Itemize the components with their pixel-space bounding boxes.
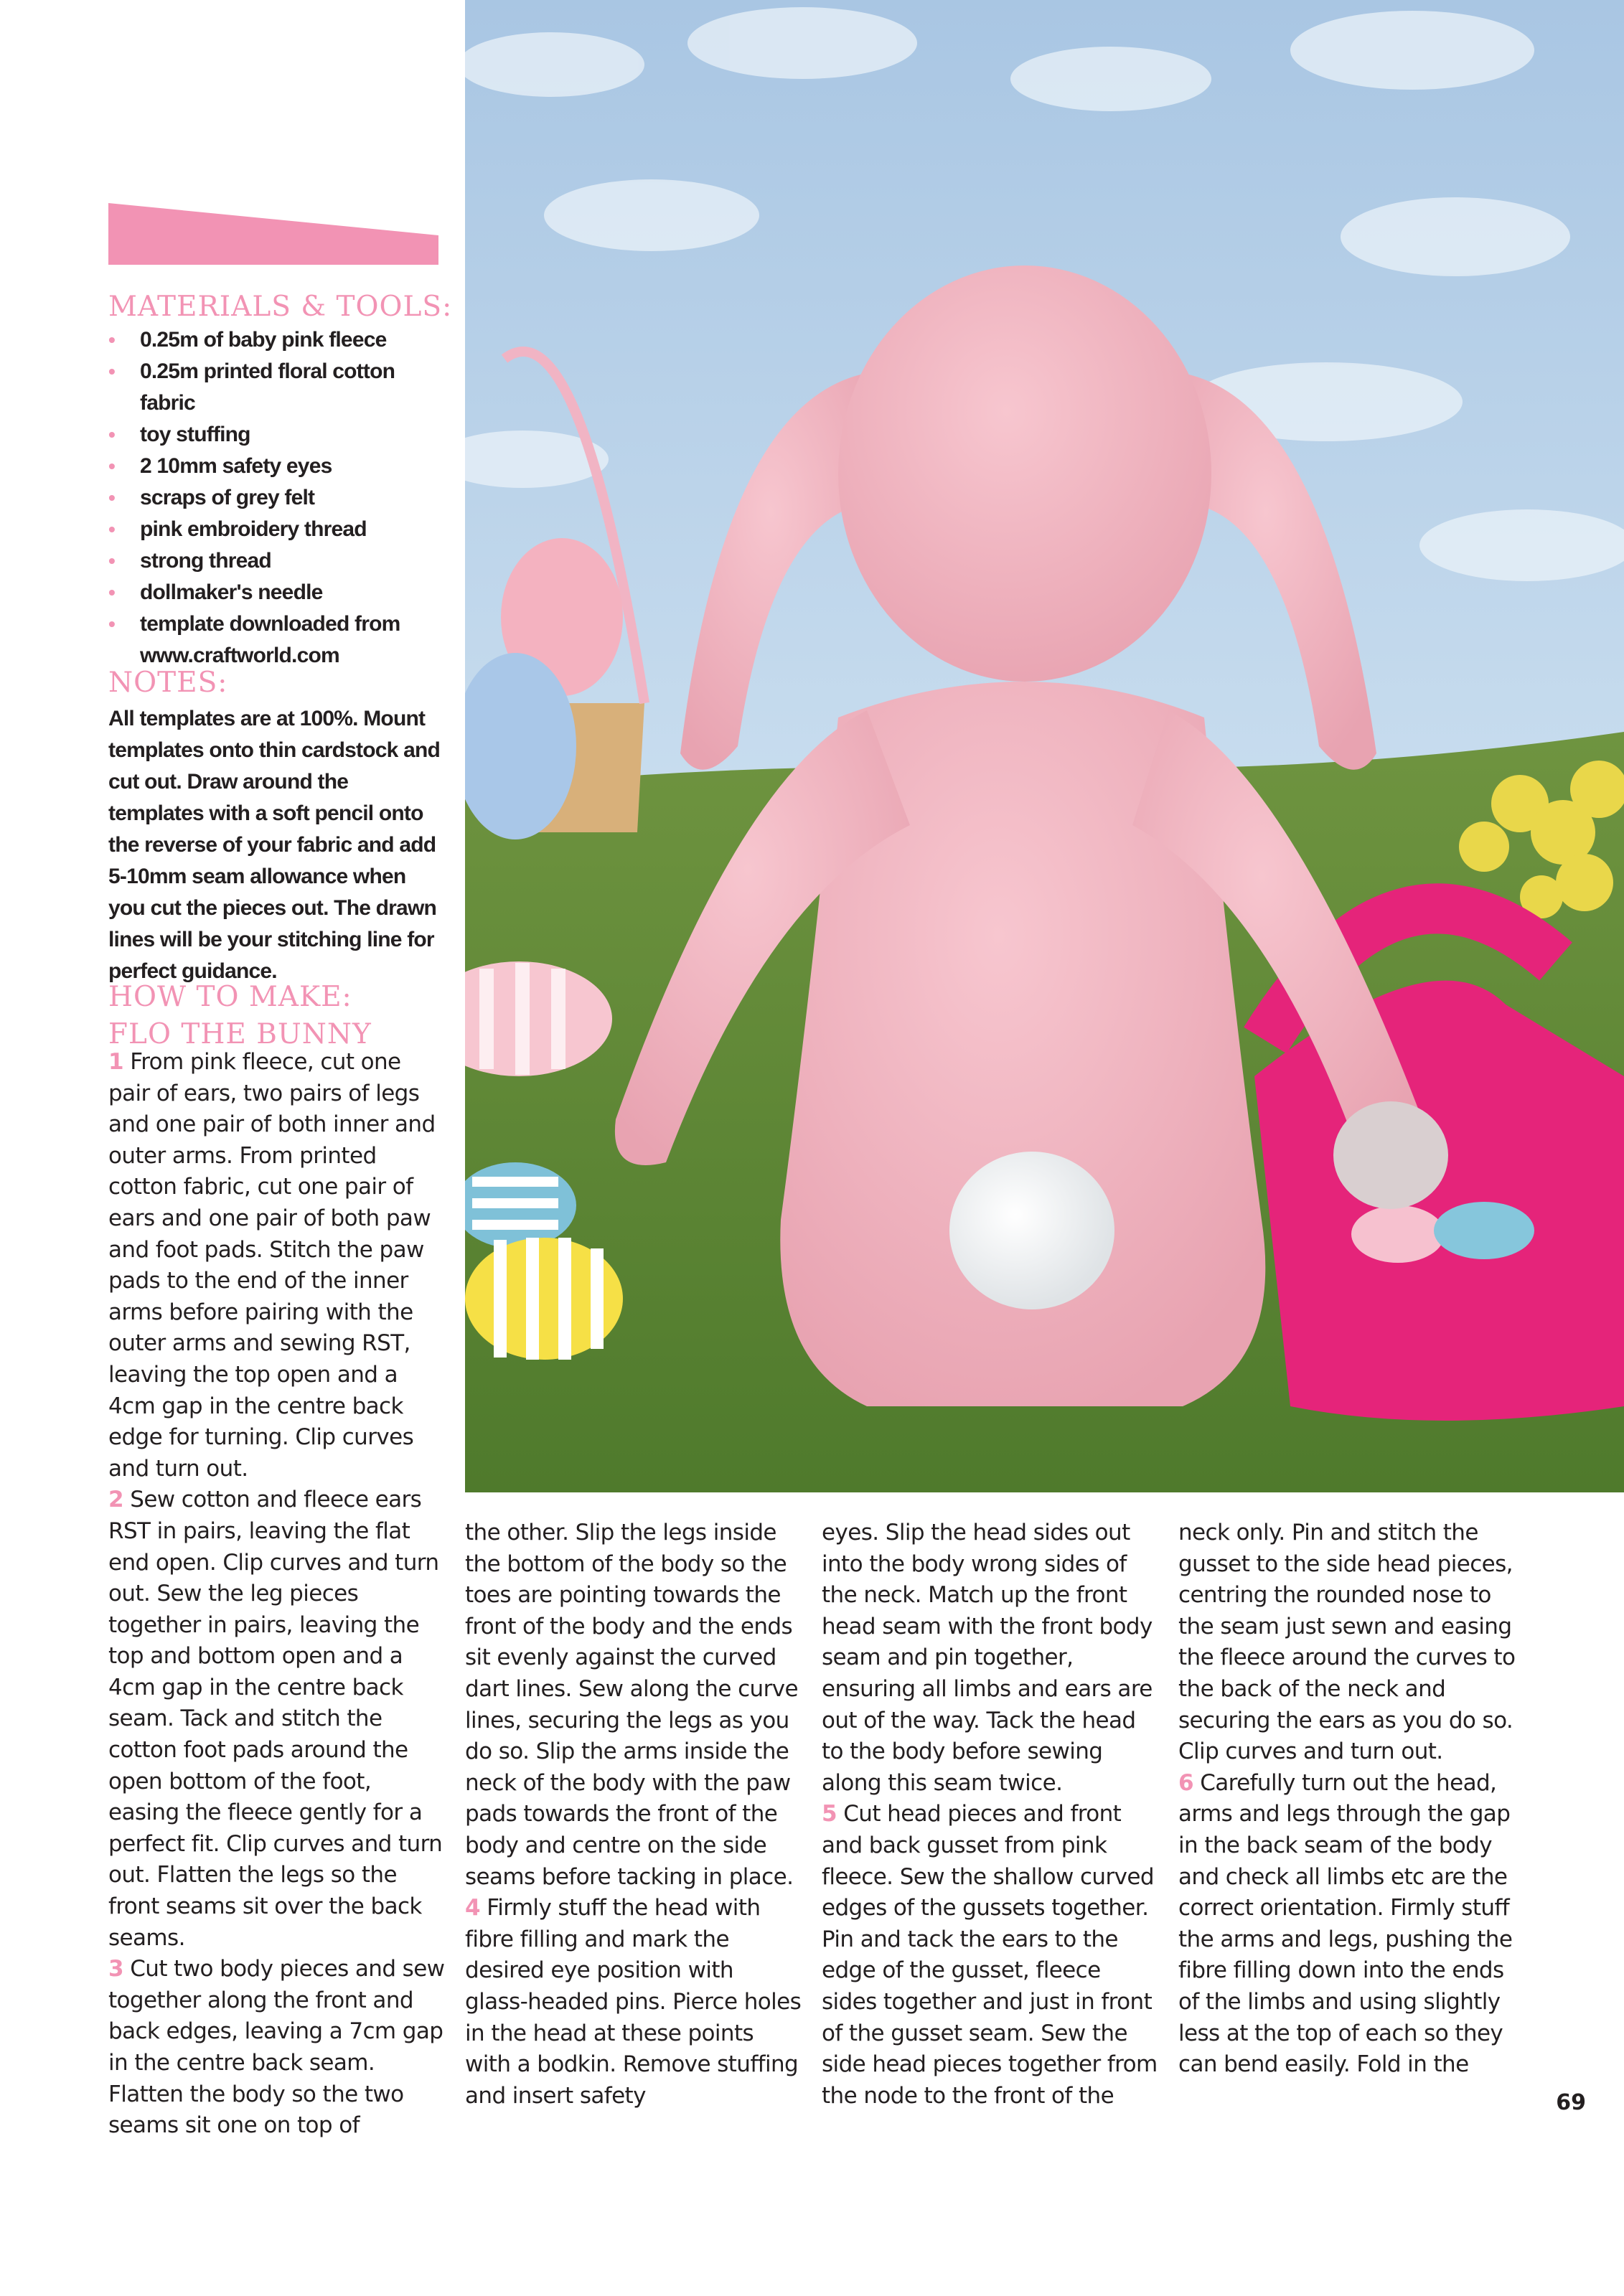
notes-text: All templates are at 100%. Mount templates onto thin cardstock and cut out. Draw around the templates with a soft pencil onto the reverse of your fabric and add 5-10mm seam allowance when you cut the pieces out. The drawn lines will be your stitching line for perfect guidance. [108, 707, 441, 983]
step-3-continued: the other. Slip the legs inside the bottom of the body so the toes are pointing towards the front of the body and the ends sit evenly against the curved dart lines. Sew along the curve lines, securing the legs as you do so. Slip the arms inside the neck of the body with the paw pads towards the front of the body and centre on the side seams before tacking in place. [465, 1520, 798, 1890]
step-number: 1 [108, 1049, 123, 1075]
pom-pom-tail [949, 1152, 1114, 1309]
bullet-icon: • [108, 613, 116, 635]
step-number: 4 [465, 1895, 480, 1921]
text-column-4 [1178, 1518, 1516, 2081]
text-column-2 [465, 1518, 802, 2112]
step-number: 6 [1178, 1769, 1193, 1796]
step-5: 5 Cut head pieces and front and back gusset from pink fleece. Sew the shallow curved edges of the gussets together. Pin and tack the ears to the edge of the gusset, fleece sides together and just in front of the gusset seam. Sew the side head pieces together from the node to the front of the [822, 1801, 1158, 2109]
step-5-continued: neck only. Pin and stitch the gusset to the side head pieces, centring the rounded nose to the seam just sewn and easing the fleece around the curves to the back of the neck and securing the ears as you do so. Clip curves and turn out. [1178, 1520, 1516, 1765]
step-1: 1 From pink fleece, cut one pair of ears, two pairs of legs and one pair of both inner and outer arms. From printed cotton fabric, cut one pair of ears and one pair of both paw and foot pads. Stitch the paw pads to the end of the inner arms before pairing with the outer arms and sewing RST, leaving the top open and a 4cm gap in the centre back edge for turning. Clip curves and turn out. [108, 1049, 436, 1482]
bullet-icon: • [108, 423, 116, 446]
craftworld-url: www.craftworld.com [140, 644, 339, 667]
list-item: • toy stuffing [108, 419, 446, 451]
bunny-head [838, 265, 1211, 682]
step-2: 2 Sew cotton and fleece ears RST in pairs, leaving the flat end open. Clip curves and turn out. Sew the leg pieces together in pairs, leaving the top and bottom open and a 4cm gap in the centre back seam. Tack and stitch the cotton foot pads around the open bottom of the foot, easing the fleece gently for a perfect fit. Clip curves and turn out. Flatten the legs so the front seams sit over the back seams. [108, 1487, 443, 1951]
notes-heading: NOTES: [108, 667, 228, 699]
step-number: 5 [822, 1801, 837, 1827]
step-4-continued: eyes. Slip the head sides out into the body wrong sides of the neck. Match up the front head seam with the front body seam and pin together, ensuring all limbs and ears are out of the way. Tack the head to the body before sewing along this seam twice. [822, 1520, 1153, 1796]
list-item: • scraps of grey felt [108, 482, 446, 514]
bullet-icon: • [108, 550, 116, 572]
pink-tab-banner [108, 203, 438, 265]
howto-heading: HOW TO MAKE: FLO THE BUNNY [108, 981, 372, 1050]
step-4: 4 Firmly stuff the head with fibre filling and mark the desired eye position with glass-headed pins. Pierce holes in the head at these points with a bodkin. Remove stuffing and insert safety [465, 1895, 802, 2109]
bullet-icon: • [108, 581, 116, 603]
list-item: • 0.25m of baby pink fleece [108, 324, 446, 356]
floral-paw-pad [1333, 1101, 1448, 1209]
bullet-icon: • [108, 518, 116, 540]
page-number: 69 [1556, 2090, 1586, 2115]
list-item: • pink embroidery thread [108, 514, 446, 545]
bullet-icon: • [108, 360, 116, 382]
step-number: 2 [108, 1487, 123, 1513]
step-3: 3 Cut two body pieces and sew together along the front and back edges, leaving a 7cm gap in the centre back seam. Flatten the body so the two seams sit one on top of [108, 1956, 445, 2139]
materials-heading: MATERIALS & TOOLS: [108, 291, 453, 323]
striped-egg-yellow [465, 1238, 623, 1360]
list-item: • 2 10mm safety eyes [108, 451, 446, 482]
bullet-icon: • [108, 455, 116, 477]
list-item: • strong thread [108, 545, 446, 577]
text-column-1 [108, 1047, 446, 2142]
step-number: 3 [108, 1956, 123, 1982]
list-item: • template downloaded from www.craftworld.com [108, 608, 446, 672]
list-item: • dollmaker's needle [108, 577, 446, 608]
bunny-photo [465, 0, 1624, 1492]
step-6: 6 Carefully turn out the head, arms and legs through the gap in the back seam of the body and check all limbs etc are the correct orientation. Firmly stuff the arms and legs, pushing the fibre filling down into the ends of the limbs and using slightly less at the top of each so they can bend easily. Fold in the [1178, 1769, 1513, 2078]
text-column-3 [822, 1518, 1159, 2112]
bullet-icon: • [108, 329, 116, 351]
list-item: • 0.25m printed floral cotton fabric [108, 356, 446, 419]
bullet-icon: • [108, 486, 116, 509]
materials-list [108, 324, 446, 672]
